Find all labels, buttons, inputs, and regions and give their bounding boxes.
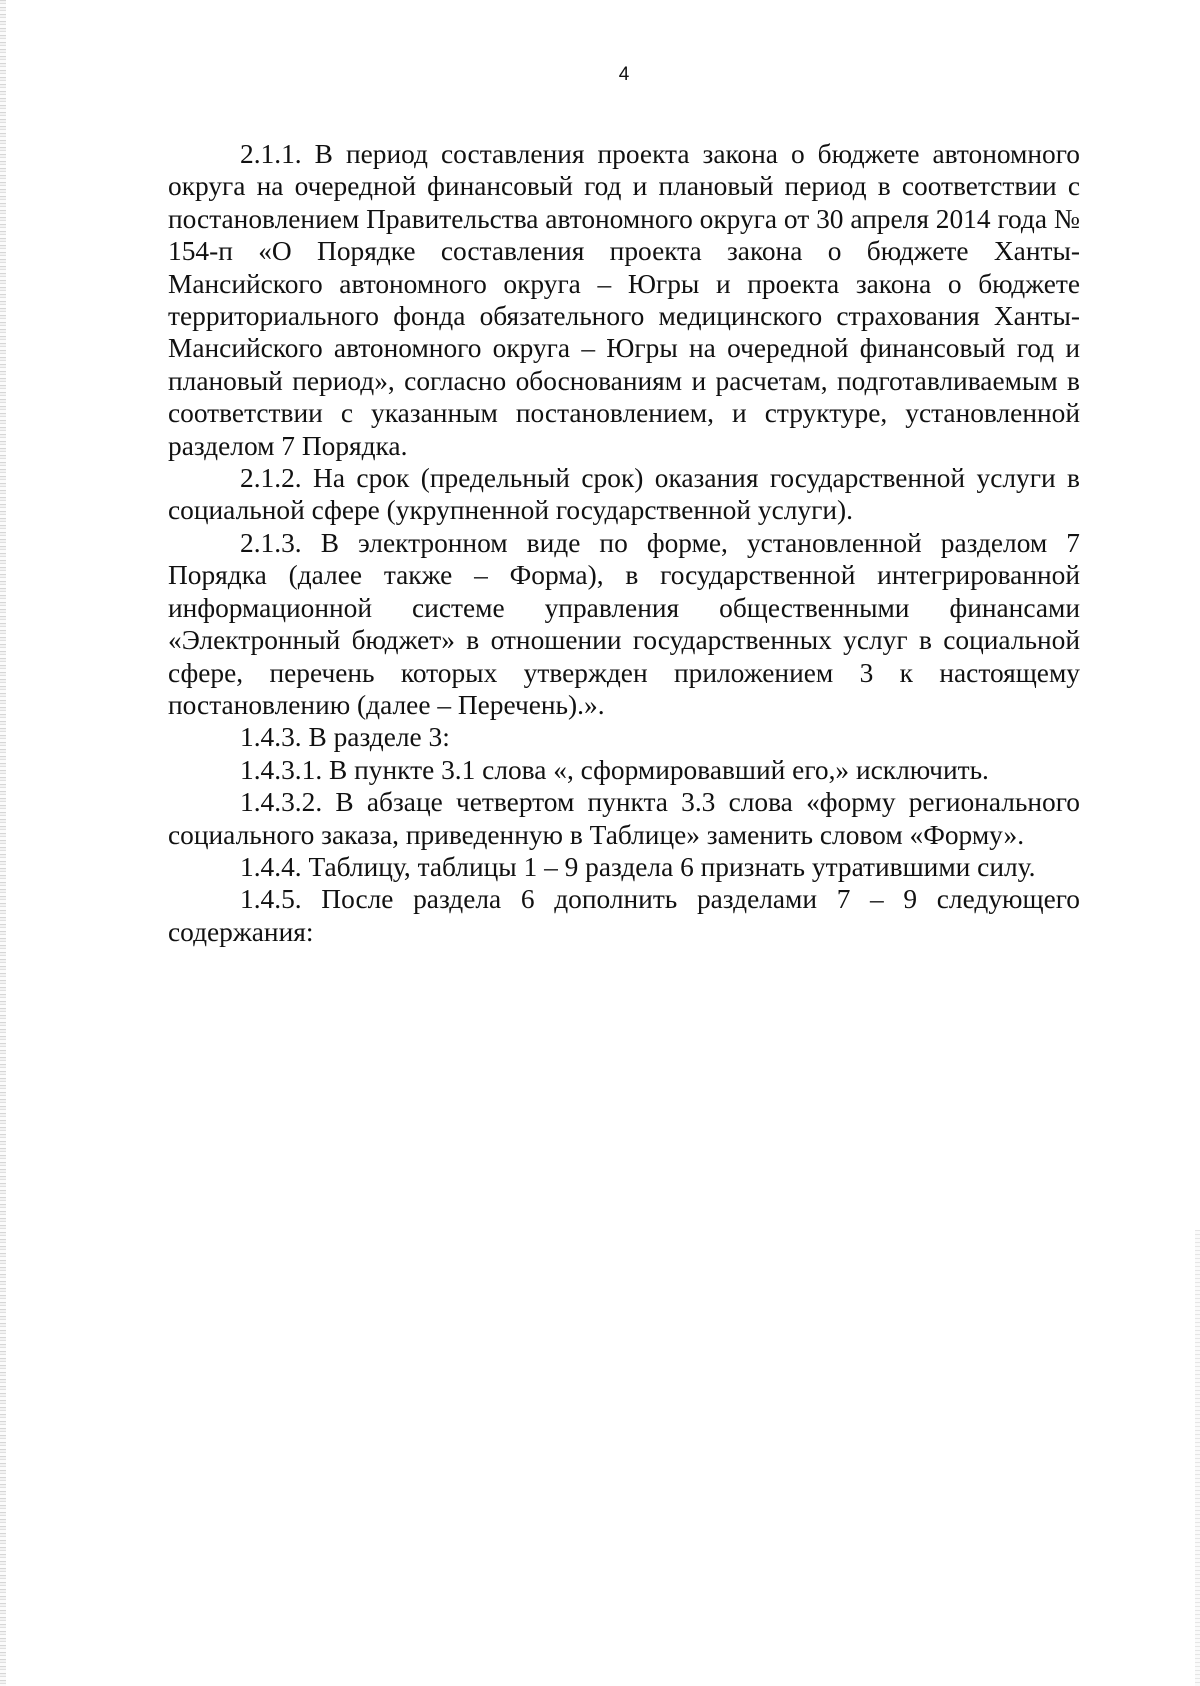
scan-edge-right (1195, 1230, 1200, 1686)
scan-edge-left (0, 0, 6, 1686)
paragraph-1-4-3: 1.4.3. В разделе 3: (240, 722, 450, 753)
paragraph-2-1-2: 2.1.2. На срок (предельный срок) оказания государственной услуги в социальной сфере (укрупненной государственной услуги). (168, 463, 1080, 526)
paragraph-2-1-3: 2.1.3. В электронном виде по форме, установленной разделом 7 Порядка (далее также – Форма), в государственной интегрированной информационной системе управления общественными финансами «Электронный бюджет» в отношении государственных услуг в социальной сфере, перечень которых утвержден приложением 3 к настоящему постановлению (далее – Перечень).». (168, 527, 1080, 720)
paragraph-1-4-3-2: 1.4.3.2. В абзаце четвертом пункта 3.3 слова «форму регионального социального заказа, приведенную в Таблице» заменить словом «Форму». (168, 787, 1080, 850)
document-body (168, 138, 1080, 948)
paragraph-1-4-4: 1.4.4. Таблицу, таблицы 1 – 9 раздела 6 признать утратившими силу. (240, 851, 1036, 882)
paragraph-1-4-3-1: 1.4.3.1. В пункте 3.1 слова «, сформировавший его,» исключить. (240, 754, 989, 785)
page-number: 4 (618, 64, 630, 85)
paragraph-1-4-5: 1.4.5. После раздела 6 дополнить разделами 7 – 9 следующего содержания: (168, 884, 1080, 947)
paragraph-2-1-1: 2.1.1. В период составления проекта закона о бюджете автономного округа на очередной финансовый год и плановый период в соответствии с постановлением Правительства автономного округа от 30 апреля 2014 года № 154-п «О Порядке составления проекта закона о бюджете Ханты-Мансийского автономного округа – Югры и проекта закона о бюджете территориального фонда обязательного медицинского страхования Ханты-Мансийского автономного округа – Югры на очередной финансовый год и плановый период», согласно обоснованиям и расчетам, подготавливаемым в соответствии с указанным постановлением, и структуре, установленной разделом 7 Порядка. (168, 139, 1080, 461)
